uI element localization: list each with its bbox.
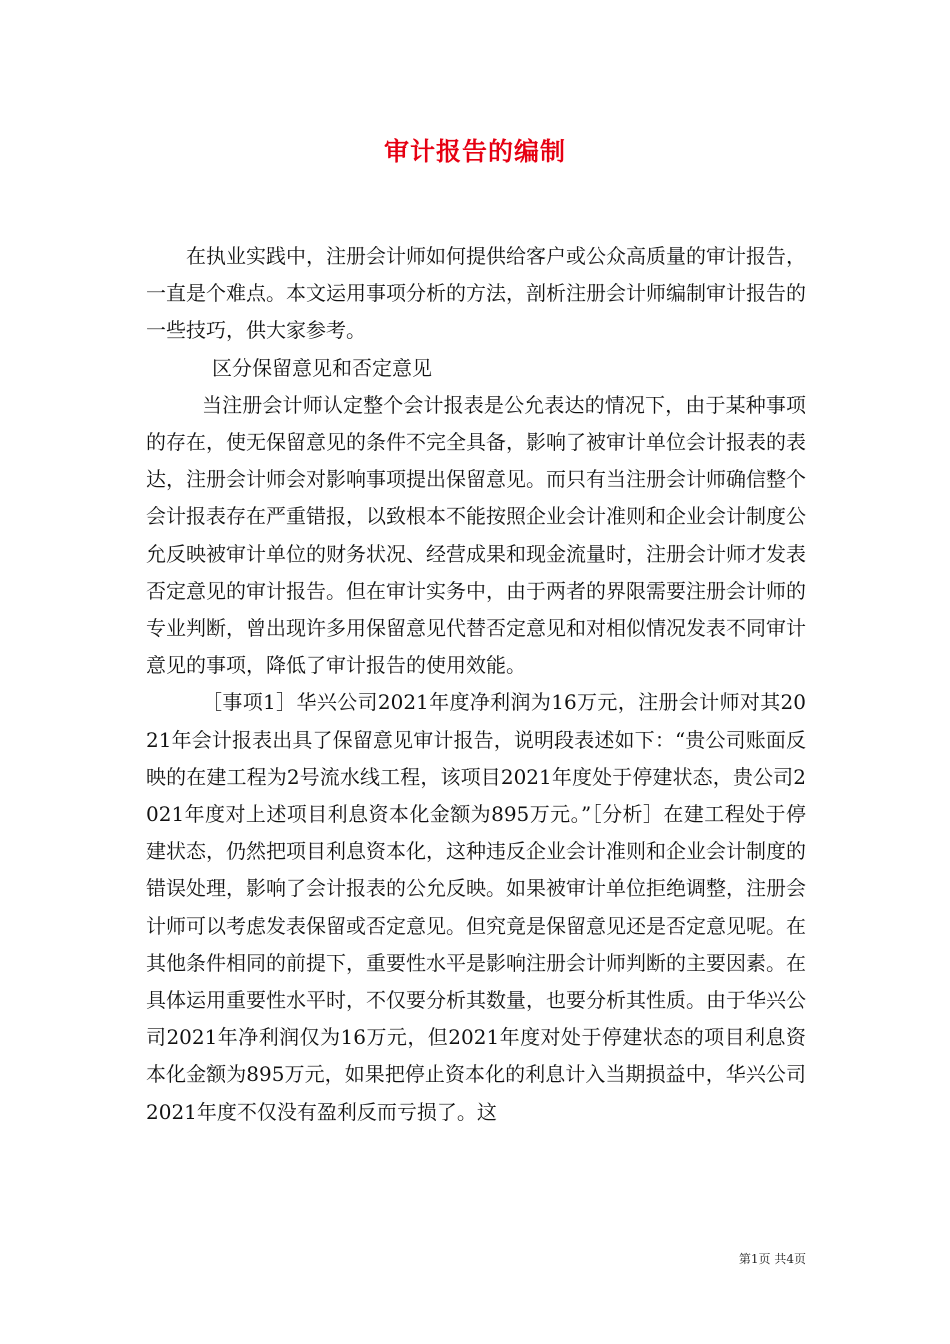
page-number: 第1页 共4页 <box>738 1252 806 1266</box>
intro-paragraph: 在执业实践中，注册会计师如何提供给客户或公众高质量的审计报告，一直是个难点。本文运用事项分析的方法，剖析注册会计师编制审计报告的一些技巧，供大家参考。 <box>146 244 806 343</box>
case-paragraph: ［事项1］华兴公司2021年度净利润为16万元，注册会计师对其2021年会计报表出具了保留意见审计报告，说明段表述如下：“贵公司账面反映的在建工程为2号流水线工程，该项目2021年度处于停建状态，贵公司2021年度对上述项目利息资本化金额为895万元。”［分析］在建工程处于停建状态，仍然把项目利息资本化，这种违反企业会计准则和企业会计制度的错误处理，影响了会计报表的公允反映。如果被审计单位拒绝调整，注册会计师可以考虑发表保留或否定意见。但究竟是保留意见还是否定意见呢。在其他条件相同的前提下，重要性水平是影响注册会计师判断的主要因素。在具体运用重要性水平时，不仅要分析其数量，也要分析其性质。由于华兴公司2021年净利润仅为16万元，但2021年度对处于停建状态的项目利息资本化金额为895万元，如果把停止资本化的利息计入当期损益中，华兴公司2021年度不仅没有盈利反而亏损了。这 <box>146 690 806 1124</box>
section-heading: 区分保留意见和否定意见 <box>212 355 432 380</box>
document-title: 审计报告的编制 <box>383 137 566 166</box>
document-body <box>146 238 806 1131</box>
body-paragraph: 当注册会计师认定整个会计报表是公允表达的情况下，由于某种事项的存在，使无保留意见的条件不完全具备，影响了被审计单位会计报表的表达，注册会计师会对影响事项提出保留意见。而只有当注册会计师确信整个会计报表存在严重错报，以致根本不能按照企业会计准则和企业会计制度公允反映被审计单位的财务状况、经营成果和现金流量时，注册会计师才发表否定意见的审计报告。但在审计实务中，由于两者的界限需要注册会计师的专业判断，曾出现许多用保留意见代替否定意见和对相似情况发表不同审计意见的事项，降低了审计报告的使用效能。 <box>146 392 806 678</box>
